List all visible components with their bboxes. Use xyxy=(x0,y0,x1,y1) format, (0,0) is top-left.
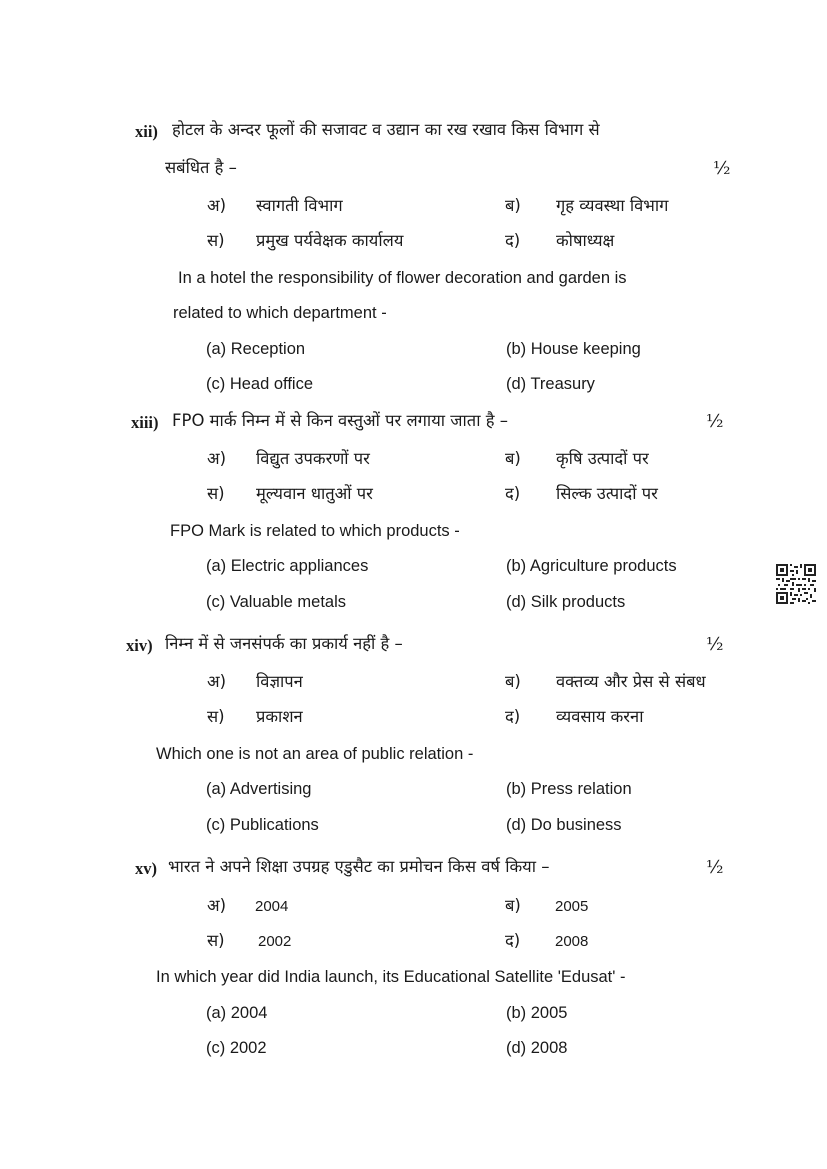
option-text: प्रकाशन xyxy=(256,707,303,726)
option-text: गृह व्यवस्था विभाग xyxy=(556,196,669,215)
marks: ½ xyxy=(706,857,724,878)
marks: ½ xyxy=(713,158,731,179)
english-option: (c) Head office xyxy=(206,375,313,393)
question-english-line-1: In a hotel the responsibility of flower decoration and garden is xyxy=(178,269,627,287)
english-option: (c) Publications xyxy=(206,816,319,834)
option-label: अ) xyxy=(207,196,227,215)
marks: ½ xyxy=(706,634,724,655)
option-text: 2002 xyxy=(258,933,292,950)
english-option: (b) House keeping xyxy=(506,340,641,358)
option-label: ब) xyxy=(505,196,521,215)
option-label: अ) xyxy=(207,672,227,691)
option-text: विद्युत उपकरणों पर xyxy=(256,449,370,468)
option-label: स) xyxy=(207,707,225,726)
option-label: स) xyxy=(207,231,225,250)
marks: ½ xyxy=(706,411,724,432)
english-option: (d) 2008 xyxy=(506,1039,568,1057)
option-label: ब) xyxy=(505,449,521,468)
option-label: स) xyxy=(207,484,225,503)
question-hindi-line-1: भारत ने अपने शिक्षा उपग्रह एडुसैट का प्रमोचन किस वर्ष किया – xyxy=(168,857,550,876)
english-option: (d) Silk products xyxy=(506,593,626,611)
option-label: द) xyxy=(505,484,521,503)
option-label: अ) xyxy=(207,896,227,915)
option-text: स्वागती विभाग xyxy=(256,196,343,215)
question-number: xii) xyxy=(135,122,158,141)
option-label: द) xyxy=(505,931,521,950)
option-label: स) xyxy=(207,931,225,950)
english-option: (b) Agriculture products xyxy=(506,557,677,575)
english-option: (d) Do business xyxy=(506,816,622,834)
english-option: (d) Treasury xyxy=(506,375,595,393)
option-text: प्रमुख पर्यवेक्षक कार्यालय xyxy=(256,231,404,250)
question-number: xiii) xyxy=(131,413,159,432)
question-hindi-line-1: होटल के अन्दर फूलों की सजावट व उद्यान का रख रखाव किस विभाग से xyxy=(172,120,600,139)
option-text: वक्तव्य और प्रेस से संबध xyxy=(556,672,706,691)
english-option: (a) Advertising xyxy=(206,780,312,798)
option-text: व्यवसाय करना xyxy=(556,707,644,726)
question-english-line-1: In which year did India launch, its Educational Satellite 'Edusat' - xyxy=(156,968,626,986)
option-text: 2005 xyxy=(555,898,589,915)
question-english-line-1: Which one is not an area of public relation - xyxy=(156,745,474,763)
question-english-line-2: related to which department - xyxy=(173,304,387,322)
option-text: 2004 xyxy=(255,898,289,915)
english-option: (b) Press relation xyxy=(506,780,632,798)
option-text: मूल्यवान धातुओं पर xyxy=(256,484,373,503)
option-text: 2008 xyxy=(555,933,589,950)
option-text: कोषाध्यक्ष xyxy=(556,231,615,250)
option-label: ब) xyxy=(505,896,521,915)
english-option: (a) 2004 xyxy=(206,1004,268,1022)
english-option: (a) Electric appliances xyxy=(206,557,369,575)
question-number: xiv) xyxy=(126,636,153,655)
option-label: अ) xyxy=(207,449,227,468)
english-option: (b) 2005 xyxy=(506,1004,568,1022)
option-text: सिल्क उत्पादों पर xyxy=(556,484,658,503)
option-label: द) xyxy=(505,707,521,726)
question-hindi-line-2: सबंधित है – xyxy=(165,158,237,177)
english-option: (c) 2002 xyxy=(206,1039,267,1057)
option-label: द) xyxy=(505,231,521,250)
option-text: कृषि उत्पादों पर xyxy=(556,449,649,468)
option-label: ब) xyxy=(505,672,521,691)
question-hindi-line-1: निम्न में से जनसंपर्क का प्रकार्य नहीं है – xyxy=(165,634,403,653)
question-hindi-line-1: FPO मार्क निम्न में से किन वस्तुओं पर लगाया जाता है – xyxy=(172,411,508,430)
question-english-line-1: FPO Mark is related to which products - xyxy=(170,522,460,540)
qr-code-icon xyxy=(776,564,816,604)
english-option: (c) Valuable metals xyxy=(206,593,347,611)
option-text: विज्ञापन xyxy=(256,672,303,691)
english-option: (a) Reception xyxy=(206,340,306,358)
question-number: xv) xyxy=(135,859,157,878)
